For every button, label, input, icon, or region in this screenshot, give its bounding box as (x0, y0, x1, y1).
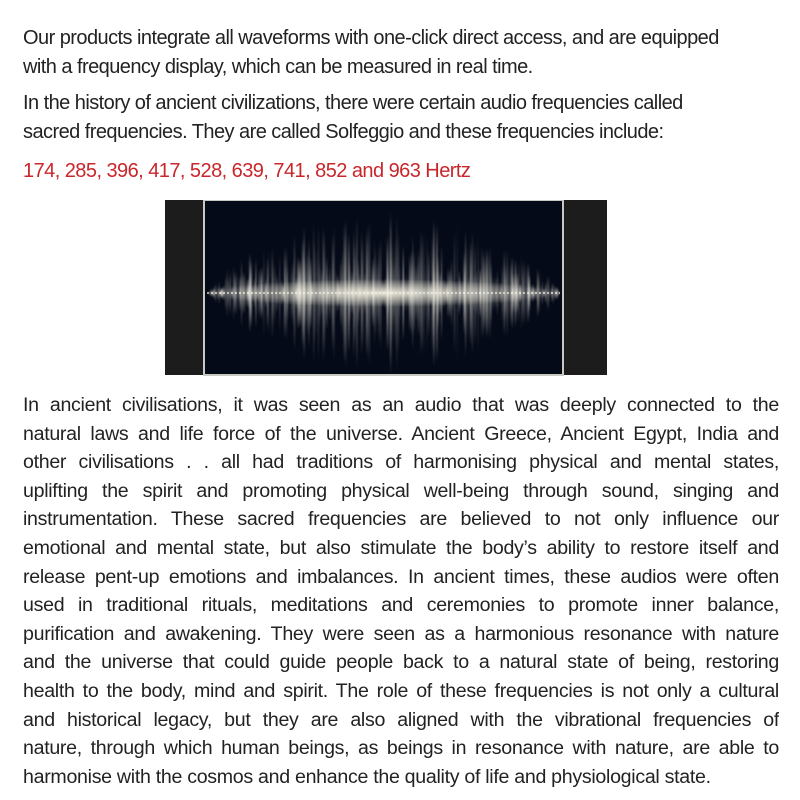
text-line: uplifting the spirit and promoting physical well-being through sound, singing and (23, 479, 779, 502)
text-line: other civilisations . . all had traditions of harmonising physical and mental states, (23, 451, 779, 474)
text-line: release pent-up emotions and imbalances. In ancient times, these audios were often (23, 565, 779, 588)
text-line: used in traditional rituals, meditations and ceremonies to promote inner balance, (23, 594, 779, 617)
text-line: emotional and mental state, but also stimulate the body’s ability to restore itself and (23, 536, 779, 559)
text-line: harmonise with the cosmos and enhance the quality of life and physiological state. (23, 765, 711, 788)
text-line: and the universe that could guide people back to a natural state of being, restoring (23, 651, 779, 674)
waveform-figure (165, 200, 607, 375)
text-line: and historical legacy, but they are also aligned with the vibrational frequencies of (23, 708, 779, 731)
text-line: sacred frequencies. They are called Solfeggio and these frequencies include: (23, 121, 664, 143)
frequencies-text: 174, 285, 396, 417, 528, 639, 741, 852 and 963 Hertz (23, 160, 471, 182)
body-paragraph (23, 391, 779, 791)
text-line: instrumentation. These sacred frequencies are believed to not only influence our (23, 508, 779, 531)
text-line: with a frequency display, which can be measured in real time. (23, 56, 533, 78)
text-line: In ancient civilisations, it was seen as an audio that was deeply connected to the (23, 394, 779, 416)
waveform-graphic (205, 201, 562, 374)
text-line: natural laws and life force of the universe. Ancient Greece, Ancient Egypt, India and (23, 422, 779, 445)
intro-paragraph-products (23, 24, 779, 82)
text-line: In the history of ancient civilizations, there were certain audio frequencies called (23, 92, 683, 114)
text-line: nature, through which human beings, as beings in resonance with nature, are able to (23, 737, 779, 760)
text-line: health to the body, mind and spirit. The role of these frequencies is not only a cultural (23, 679, 779, 702)
text-line: purification and awakening. They were seen as a harmonious resonance with nature (23, 622, 779, 645)
solfeggio-frequencies-list (23, 157, 779, 186)
sound-waveform-icon (203, 200, 564, 376)
intro-paragraph-history (23, 89, 779, 147)
text-line: Our products integrate all waveforms with one-click direct access, and are equipped (23, 27, 719, 49)
